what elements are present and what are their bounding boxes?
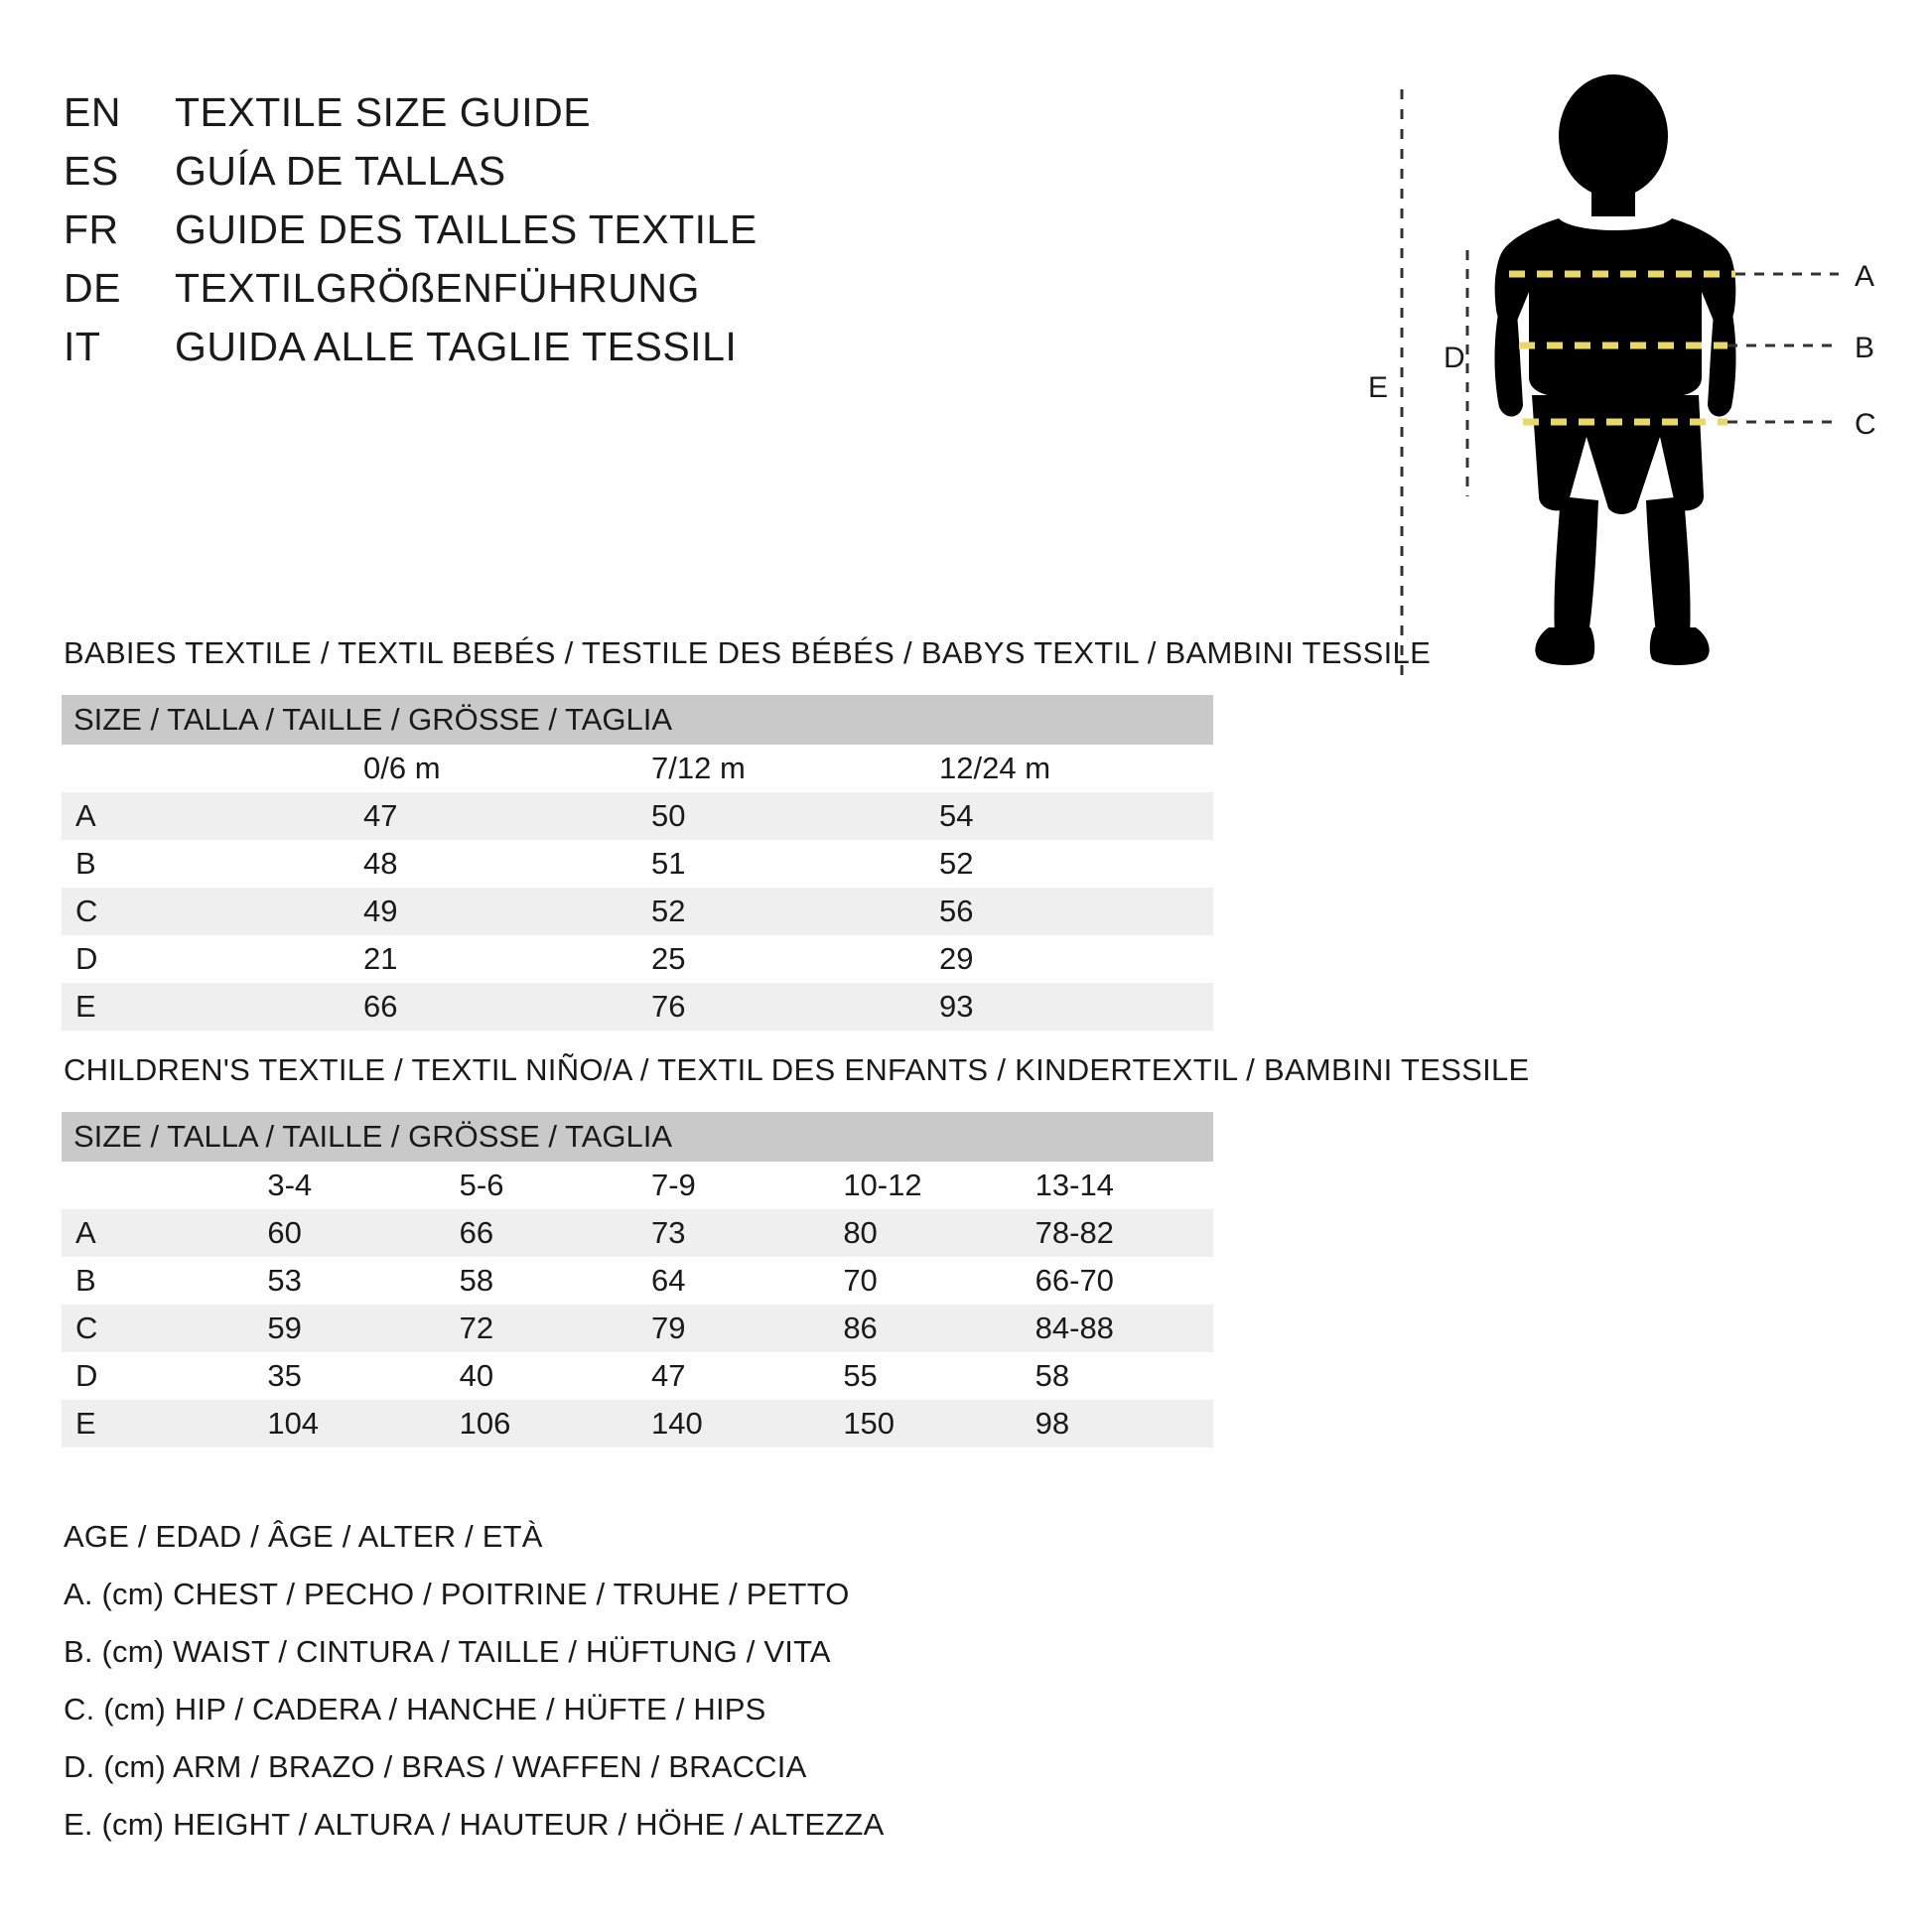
title-text-fr: GUIDE DES TAILLES TEXTILE — [175, 207, 758, 252]
children-cell-d-1: 40 — [446, 1352, 637, 1400]
children-cell-e-4: 98 — [1022, 1400, 1213, 1448]
children-cell-d-0: 35 — [253, 1352, 445, 1400]
marker-label-b: B — [1855, 332, 1875, 364]
children-header-band-label: SIZE / TALLA / TAILLE / GRÖSSE / TAGLIA — [62, 1112, 1213, 1162]
title-row-en — [64, 89, 1156, 136]
children-size-table — [62, 1112, 1213, 1448]
marker-label-e: E — [1368, 371, 1389, 404]
children-cell-a-1: 66 — [446, 1209, 637, 1257]
marker-label-d: D — [1444, 342, 1465, 374]
title-text-it: GUIDA ALLE TAGLIE TESSILI — [175, 324, 738, 369]
children-col-header-1: 5-6 — [446, 1162, 637, 1209]
babies-row-label-a: A — [62, 792, 349, 840]
marker-label-c: C — [1855, 408, 1876, 441]
children-cell-e-0: 104 — [253, 1400, 445, 1448]
babies-cell-a-2: 54 — [925, 792, 1213, 840]
table-row — [62, 983, 1213, 1031]
children-cell-d-3: 55 — [829, 1352, 1021, 1400]
children-cell-a-0: 60 — [253, 1209, 445, 1257]
children-col-header-0: 3-4 — [253, 1162, 445, 1209]
children-cell-c-1: 72 — [446, 1305, 637, 1352]
babies-cell-d-0: 21 — [349, 935, 637, 983]
table-row — [62, 1305, 1213, 1352]
measurement-legend — [64, 1519, 1255, 1864]
children-cell-c-2: 79 — [637, 1305, 829, 1352]
body-measurement-figure — [1368, 79, 1886, 755]
children-column-header-row — [62, 1162, 1213, 1209]
children-cell-d-4: 58 — [1022, 1352, 1213, 1400]
babies-cell-d-1: 25 — [637, 935, 925, 983]
title-row-fr — [64, 207, 1156, 253]
title-text-es: GUÍA DE TALLAS — [175, 148, 506, 194]
table-row — [62, 888, 1213, 935]
children-cell-c-0: 59 — [253, 1305, 445, 1352]
title-block — [64, 89, 1156, 382]
children-row-label-b: B — [62, 1257, 253, 1305]
children-section-caption: CHILDREN'S TEXTILE / TEXTIL NIÑO/A / TEXTIL DES ENFANTS / KINDERTEXTIL / BAMBINI TESSILE — [64, 1052, 1530, 1087]
children-row-label-e: E — [62, 1400, 253, 1448]
children-col-header-2: 7-9 — [637, 1162, 829, 1209]
table-row — [62, 1352, 1213, 1400]
children-row-label-c: C — [62, 1305, 253, 1352]
babies-cell-e-1: 76 — [637, 983, 925, 1031]
title-lang-fr: FR — [64, 207, 119, 252]
title-row-it — [64, 324, 1156, 370]
children-header-band — [62, 1112, 1213, 1162]
babies-row-label-e: E — [62, 983, 349, 1031]
babies-cell-b-1: 51 — [637, 840, 925, 888]
table-row — [62, 935, 1213, 983]
babies-cell-b-2: 52 — [925, 840, 1213, 888]
table-row — [62, 1257, 1213, 1305]
marker-label-a: A — [1855, 260, 1875, 293]
title-text-de: TEXTILGRÖßENFÜHRUNG — [175, 265, 700, 311]
babies-size-table — [62, 695, 1213, 1031]
children-cell-b-3: 70 — [829, 1257, 1021, 1305]
table-row — [62, 792, 1213, 840]
legend-line-age: AGE / EDAD / ÂGE / ALTER / ETÀ — [64, 1519, 543, 1554]
children-cell-c-3: 86 — [829, 1305, 1021, 1352]
children-col-header-3: 10-12 — [829, 1162, 1021, 1209]
babies-corner-cell — [62, 745, 349, 792]
children-cell-a-3: 80 — [829, 1209, 1021, 1257]
children-cell-b-4: 66-70 — [1022, 1257, 1213, 1305]
legend-line-b-waist: B. (cm) WAIST / CINTURA / TAILLE / HÜFTUNG / VITA — [64, 1634, 831, 1669]
children-corner-cell — [62, 1162, 253, 1209]
title-text-en: TEXTILE SIZE GUIDE — [175, 89, 592, 135]
children-row-label-d: D — [62, 1352, 253, 1400]
title-row-es — [64, 148, 1156, 195]
table-row — [62, 840, 1213, 888]
child-silhouette-icon — [1495, 74, 1736, 665]
babies-cell-c-1: 52 — [637, 888, 925, 935]
title-lang-en: EN — [64, 89, 121, 135]
babies-col-header-2: 12/24 m — [925, 745, 1213, 792]
babies-column-header-row — [62, 745, 1213, 792]
legend-line-d-arm: D. (cm) ARM / BRAZO / BRAS / WAFFEN / BRACCIA — [64, 1749, 807, 1784]
children-cell-e-3: 150 — [829, 1400, 1021, 1448]
babies-header-band — [62, 695, 1213, 745]
babies-cell-a-1: 50 — [637, 792, 925, 840]
children-cell-b-1: 58 — [446, 1257, 637, 1305]
children-cell-e-2: 140 — [637, 1400, 829, 1448]
babies-section-caption: BABIES TEXTILE / TEXTIL BEBÉS / TESTILE DES BÉBÉS / BABYS TEXTIL / BAMBINI TESSILE — [64, 635, 1432, 670]
babies-cell-e-2: 93 — [925, 983, 1213, 1031]
babies-col-header-0: 0/6 m — [349, 745, 637, 792]
title-lang-de: DE — [64, 265, 121, 311]
babies-cell-c-0: 49 — [349, 888, 637, 935]
children-cell-a-2: 73 — [637, 1209, 829, 1257]
babies-cell-e-0: 66 — [349, 983, 637, 1031]
babies-row-label-b: B — [62, 840, 349, 888]
babies-col-header-1: 7/12 m — [637, 745, 925, 792]
children-cell-c-4: 84-88 — [1022, 1305, 1213, 1352]
title-row-de — [64, 265, 1156, 312]
children-cell-e-1: 106 — [446, 1400, 637, 1448]
table-row — [62, 1400, 1213, 1448]
children-cell-b-0: 53 — [253, 1257, 445, 1305]
children-cell-a-4: 78-82 — [1022, 1209, 1213, 1257]
legend-line-e-height: E. (cm) HEIGHT / ALTURA / HAUTEUR / HÖHE / ALTEZZA — [64, 1807, 885, 1842]
title-lang-it: IT — [64, 324, 101, 369]
legend-line-a-chest: A. (cm) CHEST / PECHO / POITRINE / TRUHE / PETTO — [64, 1577, 850, 1611]
legend-line-c-hip: C. (cm) HIP / CADERA / HANCHE / HÜFTE / HIPS — [64, 1692, 766, 1726]
table-row — [62, 1209, 1213, 1257]
babies-cell-c-2: 56 — [925, 888, 1213, 935]
children-cell-d-2: 47 — [637, 1352, 829, 1400]
children-row-label-a: A — [62, 1209, 253, 1257]
babies-header-band-label: SIZE / TALLA / TAILLE / GRÖSSE / TAGLIA — [62, 695, 1213, 745]
title-lang-es: ES — [64, 148, 119, 194]
babies-row-label-c: C — [62, 888, 349, 935]
children-cell-b-2: 64 — [637, 1257, 829, 1305]
babies-cell-b-0: 48 — [349, 840, 637, 888]
babies-cell-a-0: 47 — [349, 792, 637, 840]
children-col-header-4: 13-14 — [1022, 1162, 1213, 1209]
babies-cell-d-2: 29 — [925, 935, 1213, 983]
babies-row-label-d: D — [62, 935, 349, 983]
